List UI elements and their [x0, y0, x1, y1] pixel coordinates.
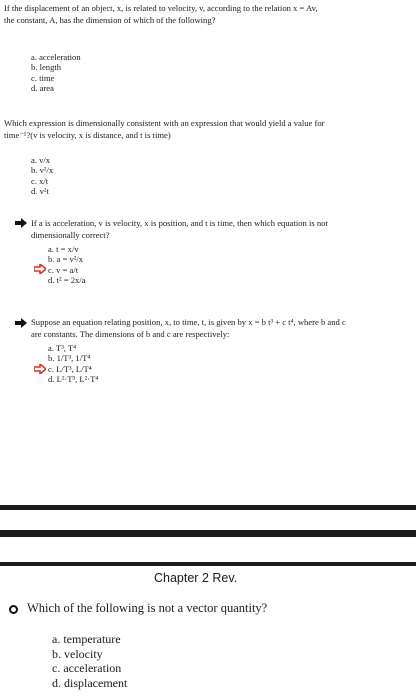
question-3-line-1: If a is acceleration, v is velocity, x is position, and t is time, then which equation is not: [31, 218, 328, 228]
question-2-line-2: time⁻¹?(v is velocity, x is distance, and t is time): [4, 130, 171, 140]
chapter-heading: Chapter 2 Rev.: [154, 571, 238, 585]
option-b: b. velocity: [52, 646, 103, 661]
option-d: d. t² = 2x/a: [48, 275, 86, 286]
circle-bullet-icon: [9, 605, 18, 614]
option-c: c. x/t: [31, 175, 49, 186]
option-c: c. L/T³, L/T⁴: [48, 363, 92, 374]
option-a: a. t = x/v: [48, 244, 79, 254]
question-4-line-2: are constants. The dimensions of b and c are respectively:: [31, 329, 230, 339]
option-d: d. v²t: [31, 186, 49, 197]
option-a: a. v/x: [31, 155, 51, 165]
separator-band: [0, 505, 416, 510]
question-3: [31, 217, 414, 241]
option-d: d. L²·T³, L²·T⁴: [48, 374, 99, 385]
option-b: b. 1/T³, 1/T⁴: [48, 353, 91, 364]
answer-arrow-icon: [34, 264, 46, 274]
question-1-line-2: the constant, A, has the dimension of which of the following?: [4, 15, 216, 25]
option-a: a. temperature: [52, 632, 121, 646]
separator-band: [0, 562, 416, 566]
question-1: [4, 2, 414, 26]
question-3-options: [48, 244, 86, 286]
option-c: c. acceleration: [52, 661, 122, 675]
arrow-right-icon: [15, 318, 27, 328]
question-5-options: [52, 632, 127, 690]
question-3-line-2: dimensionally correct?: [31, 230, 110, 240]
option-a: a. T³, T⁴: [48, 343, 77, 353]
question-5: Which of the following is not a vector quantity?: [27, 601, 268, 615]
arrow-right-icon: [15, 218, 27, 228]
question-1-line-1: If the displacement of an object, x, is related to velocity, v, according to the relation x = Av,: [4, 3, 318, 13]
option-d: d. area: [31, 83, 54, 94]
question-2-options: [31, 155, 53, 197]
question-1-options: [31, 52, 81, 94]
question-4-options: [48, 343, 98, 385]
question-2: [4, 117, 414, 141]
question-4-line-1: Suppose an equation relating position, x, to time, t, is given by x = b t³ + c t⁴, where b and c: [31, 317, 346, 327]
question-2-line-1: Which expression is dimensionally consistent with an expression that would yield a value for: [4, 118, 325, 128]
option-b: b. v²/x: [31, 165, 54, 176]
question-4: [31, 316, 414, 340]
answer-arrow-icon: [34, 364, 46, 374]
separator-band: [0, 530, 416, 537]
option-a: a. acceleration: [31, 52, 81, 62]
option-d: d. displacement: [52, 675, 128, 690]
option-b: b. length: [31, 62, 62, 73]
option-c: c. time: [31, 72, 55, 83]
option-b: b. a = v²/x: [48, 254, 84, 265]
option-c: c. v = a/t: [48, 264, 79, 275]
